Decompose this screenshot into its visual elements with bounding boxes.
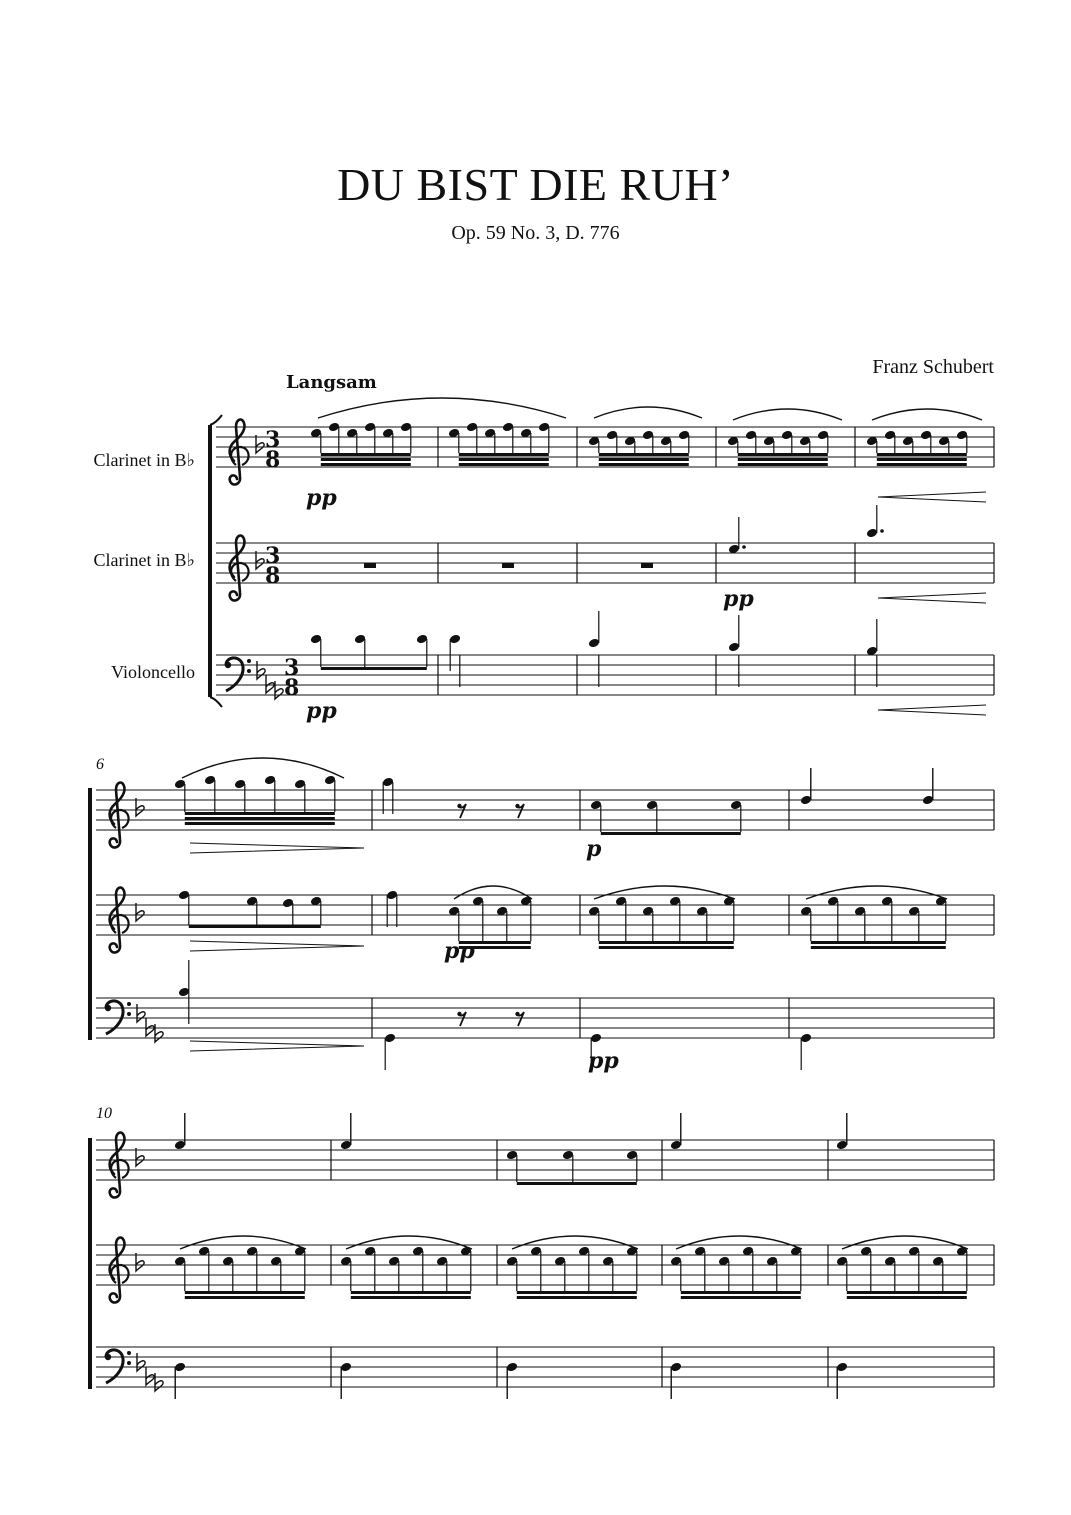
- clarinet2-run-beam: [517, 1296, 637, 1299]
- slur: [512, 1236, 638, 1249]
- time-sig-denominator: 8: [265, 563, 281, 589]
- clarinet2-run-beam: [681, 1291, 801, 1294]
- time-sig-denominator: 8: [265, 447, 281, 473]
- bass-clef: [105, 1350, 131, 1383]
- clarinet1-run-beam: [185, 822, 335, 825]
- slur: [454, 886, 532, 899]
- bass-clef: [225, 658, 251, 691]
- clarinet2-run-beam: [847, 1291, 967, 1294]
- composer-name: Franz Schubert: [872, 356, 994, 378]
- key-flat: [137, 1004, 145, 1022]
- crescendo-hairpin: [878, 705, 986, 715]
- slur: [594, 886, 735, 899]
- treble-clef: [230, 420, 249, 485]
- clarinet2-run-beam: [811, 941, 946, 944]
- clarinet2-run-beam: [681, 1296, 801, 1299]
- key-flat: [275, 681, 283, 699]
- key-flat: [256, 435, 264, 453]
- clarinet1-run-beam: [321, 453, 411, 456]
- treble-clef: [110, 783, 129, 848]
- slur: [676, 1236, 802, 1249]
- clarinet1-run-beam: [459, 458, 549, 461]
- treble-clef: [110, 1133, 129, 1198]
- measure-rest: [502, 563, 514, 568]
- treble-clef: [110, 888, 129, 953]
- clarinet1-rhythm-beam: [601, 832, 741, 835]
- decrescendo-hairpin: [190, 843, 364, 853]
- clarinet1-rhythm-beam: [517, 1182, 637, 1185]
- measure-rest: [364, 563, 376, 568]
- slur: [346, 1236, 472, 1249]
- clarinet1-run-beam: [599, 453, 689, 456]
- clarinet1-run-beam: [877, 453, 967, 456]
- clarinet1-run-beam: [321, 458, 411, 461]
- dynamic-pp: pp: [306, 698, 337, 724]
- slur: [872, 409, 982, 420]
- time-sig-numerator: 3: [284, 655, 300, 681]
- clarinet2-run-beam: [847, 1296, 967, 1299]
- cello-rhythm-beam: [321, 667, 427, 670]
- dynamic-pp: pp: [588, 1048, 619, 1074]
- dot: [742, 545, 746, 549]
- clarinet2-run-beam: [351, 1296, 471, 1299]
- time-sig-numerator: 3: [265, 543, 281, 569]
- clarinet2-run-beam: [185, 1291, 305, 1294]
- slur: [842, 1236, 968, 1249]
- clarinet1-run-beam: [185, 812, 335, 815]
- measure-rest: [641, 563, 653, 568]
- score-title: DU BIST DIE RUH’: [337, 159, 734, 210]
- clarinet1-run-beam: [738, 453, 828, 456]
- time-sig-numerator: 3: [265, 427, 281, 453]
- clarinet1-run-beam: [185, 817, 335, 820]
- measure-number-10: 10: [96, 1105, 112, 1122]
- treble-clef: [230, 536, 249, 601]
- key-flat: [136, 1148, 144, 1166]
- slur: [180, 1236, 306, 1249]
- time-sig-denominator: 8: [284, 675, 300, 701]
- eighth-rest-dot: [515, 1012, 519, 1016]
- key-flat: [146, 1018, 154, 1036]
- clarinet1-run-beam: [321, 463, 411, 466]
- key-flat: [155, 1024, 163, 1042]
- decrescendo-hairpin: [190, 1041, 364, 1051]
- clarinet1-run-beam: [459, 463, 549, 466]
- clarinet2-run-beam: [517, 1291, 637, 1294]
- crescendo-hairpin: [878, 492, 986, 502]
- dynamic-pp: pp: [444, 938, 475, 964]
- dynamic-p: p: [586, 836, 602, 862]
- clarinet2-run-beam: [185, 1296, 305, 1299]
- clarinet1-run-beam: [877, 458, 967, 461]
- slur: [318, 398, 566, 418]
- dot: [880, 529, 884, 533]
- bass-clef: [105, 1001, 131, 1034]
- key-flat: [137, 1353, 145, 1371]
- clarinet2-run-beam: [599, 941, 734, 944]
- clarinet2-run-beam: [599, 946, 734, 949]
- decrescendo-hairpin: [190, 941, 364, 951]
- instrument-label-clarinet-1: Clarinet in B♭: [93, 450, 195, 470]
- measure-number-6: 6: [96, 756, 104, 773]
- eighth-rest-dot: [457, 804, 461, 808]
- tempo-marking: Langsam: [286, 372, 377, 393]
- clarinet1-run-beam: [459, 453, 549, 456]
- dynamic-pp: pp: [306, 485, 337, 511]
- slur: [806, 886, 947, 899]
- clarinet2-run-beam: [811, 946, 946, 949]
- clarinet1-run-beam: [599, 463, 689, 466]
- slur: [594, 407, 702, 418]
- dynamic-pp: pp: [723, 586, 754, 612]
- key-flat: [136, 903, 144, 921]
- clarinet1-run-beam: [738, 458, 828, 461]
- clarinet1-run-beam: [877, 463, 967, 466]
- key-flat: [136, 798, 144, 816]
- crescendo-hairpin: [878, 593, 986, 603]
- slur: [733, 409, 842, 420]
- instrument-label-violoncello: Violoncello: [111, 662, 195, 682]
- clarinet1-run-beam: [738, 463, 828, 466]
- key-flat: [256, 551, 264, 569]
- key-flat: [266, 675, 274, 693]
- clarinet2-run-beam: [351, 1291, 471, 1294]
- eighth-rest-dot: [515, 804, 519, 808]
- clarinet1-run-beam: [599, 458, 689, 461]
- key-flat: [257, 661, 265, 679]
- key-flat: [155, 1373, 163, 1391]
- eighth-rest-dot: [457, 1012, 461, 1016]
- key-flat: [146, 1367, 154, 1385]
- slur: [182, 758, 344, 778]
- instrument-label-clarinet-2: Clarinet in B♭: [93, 550, 195, 570]
- treble-clef: [110, 1238, 129, 1303]
- clarinet2-rhythm-beam: [189, 925, 321, 928]
- key-flat: [136, 1253, 144, 1271]
- score-subtitle: Op. 59 No. 3, D. 776: [451, 222, 620, 244]
